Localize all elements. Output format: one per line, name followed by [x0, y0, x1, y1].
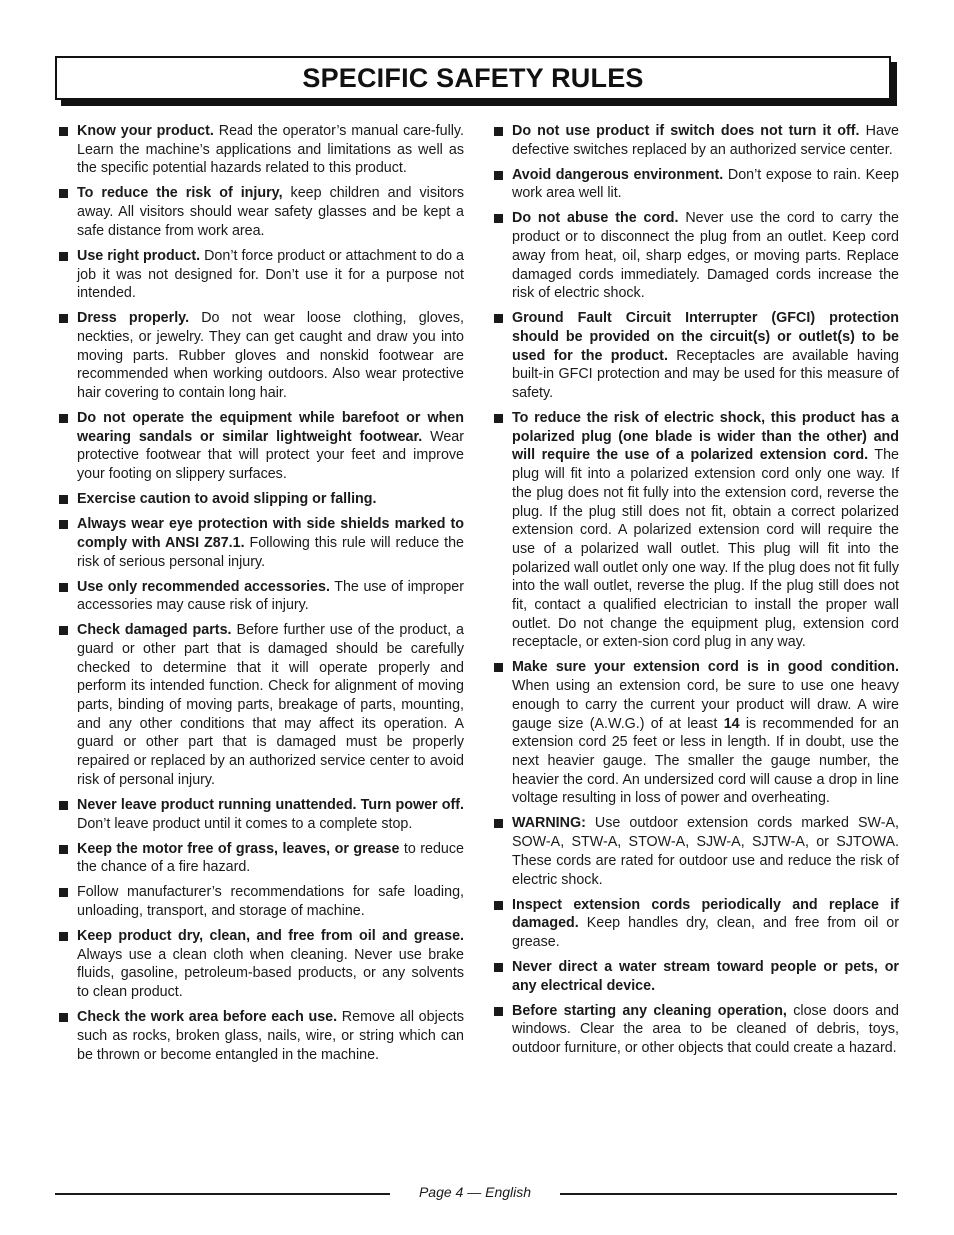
rule-text: Do not wear loose clothing, gloves, neckties, or jewelry. They can get caught and draw you into moving parts. Rubber gloves and nonskid footwear are recommended when working outdoors. Also wear protective hair covering to contain long hair.: [77, 310, 465, 402]
square-bullet-icon: [59, 888, 68, 897]
square-bullet-icon: [494, 663, 503, 672]
rule-text: Never use the cord to carry the product or to disconnect the plug from an outlet. Keep cord away from heat, oil, sharp edges, or moving parts. Replace damaged cords immediately. Damaged cords increase the risk of electric shock.: [512, 210, 899, 302]
page-number: Page 4 — English: [418, 1184, 532, 1200]
safety-rule-item: [492, 166, 899, 203]
title-box: [55, 56, 891, 100]
rule-text: When using an extension cord, be sure to use one heavy enough to carry the current your product will draw. A wire gauge size (A.W.G.) of at least: [512, 678, 899, 732]
rule-heading: Exercise caution to avoid slipping or falling.: [77, 491, 377, 508]
rule-text: Read the operator’s manual care-fully. Learn the machine’s applications and limitations as well as the specific potential hazards related to this product.: [77, 123, 464, 177]
square-bullet-icon: [59, 1013, 68, 1022]
safety-rule-item: [57, 621, 464, 789]
rule-text: is recommended for an extension cord 25 feet or less in length. If in doubt, use the next heavier gauge. The smaller the gauge number, the heavier the cord. An undersized cord will cause a drop in line voltage resulting in loss of power and overheating.: [512, 715, 899, 807]
rule-text: keep children and visitors away. All visitors should wear safety glasses and be kept a safe distance from work area.: [77, 185, 464, 239]
safety-rule-item: [57, 309, 464, 403]
safety-rule-item: [57, 1008, 464, 1064]
rule-text: The use of improper accessories may cause risk of injury.: [77, 578, 464, 614]
rule-heading: Inspect extension cords periodically and replace if damaged.: [512, 896, 899, 932]
safety-rule-item: [57, 883, 464, 920]
square-bullet-icon: [494, 314, 503, 323]
rule-text: The plug will fit into a polarized extension cord only one way. If the plug does not fit fully into the extension cord, reverse the plug. If the plug still does not fit, obtain a correct polarized extension cord. A polarized extension cord will require the use of a polarized wall outlet. This plug will fit into the polarized wall outlet only one way. If the plug does not fit fully into the wall outlet, reverse the plug. If the plug still does not fit, contact a qualified electrician to install the proper wall outlet. Do not change the equipment plug, extension cord receptacle, or exten-sion cord plug in any way.: [512, 447, 899, 651]
rule-heading: Avoid dangerous environment.: [512, 166, 724, 183]
rule-text: Follow manufacturer’s recommendations for safe loading, unloading, transport, and storage of machine.: [77, 884, 464, 919]
rule-text: Following this rule will reduce the risk of serious personal injury.: [77, 534, 464, 570]
rule-heading: Keep the motor free of grass, leaves, or grease: [77, 840, 400, 857]
rule-text: to reduce the chance of a fire hazard.: [77, 840, 464, 876]
rule-heading: WARNING:: [512, 815, 586, 832]
safety-rule-item: [492, 409, 899, 652]
safety-rule-item: [492, 896, 899, 952]
square-bullet-icon: [59, 252, 68, 261]
safety-rule-item: [57, 490, 464, 509]
square-bullet-icon: [59, 495, 68, 504]
square-bullet-icon: [59, 127, 68, 136]
safety-rule-item: [492, 658, 899, 808]
footer-rule-right: [560, 1193, 897, 1195]
rule-heading: Know your product.: [77, 123, 214, 139]
safety-rule-item: [492, 814, 899, 889]
rule-heading: Always wear eye protection with side shields marked to comply with ANSI Z87.1.: [77, 516, 464, 551]
rule-text: Receptacles are available having built-in GFCI protection and may be used for this measure of safety.: [512, 347, 899, 402]
rule-heading: Keep product dry, clean, and free from oil and grease.: [77, 927, 464, 944]
safety-rule-item: [57, 927, 464, 1002]
safety-rule-item: [492, 309, 899, 403]
safety-rule-item: [492, 958, 899, 995]
square-bullet-icon: [59, 845, 68, 854]
rule-heading: Make sure your extension cord is in good condition.: [512, 659, 899, 676]
page-footer: [0, 1183, 954, 1203]
square-bullet-icon: [59, 189, 68, 198]
safety-rule-item: [492, 209, 899, 303]
square-bullet-icon: [494, 171, 503, 180]
square-bullet-icon: [59, 414, 68, 423]
title-banner: [55, 56, 897, 106]
rule-heading: Before starting any cleaning operation,: [512, 1002, 787, 1019]
rule-text: close doors and windows. Clear the area to be cleaned of debris, toys, outdoor furniture, or other objects that could create a hazard.: [512, 1002, 899, 1057]
rule-text: Always use a clean cloth when cleaning. Never use brake fluids, gasoline, petroleum-based products, or any solvents to clean product.: [77, 946, 464, 1001]
square-bullet-icon: [494, 819, 503, 828]
rule-heading: Use right product.: [77, 247, 201, 264]
safety-rule-item: [492, 1002, 899, 1058]
footer-rule-left: [55, 1193, 390, 1195]
rule-text: Keep handles dry, clean, and free from oil or grease.: [512, 915, 899, 950]
rule-text: Before further use of the product, a guard or other part that is damaged should be carefully checked to determine that it will operate properly and perform its intended function. Check for alignment of moving parts, binding of moving parts, breakage of parts, mounting, and any other conditions that may affect its operation. A guard or other part that is damaged must be properly repaired or replaced by an authorized service center to avoid risk of personal injury.: [77, 622, 464, 788]
rule-text: Don’t leave product until it comes to a complete stop.: [77, 815, 413, 832]
safety-rule-item: [57, 247, 464, 303]
square-bullet-icon: [59, 801, 68, 810]
square-bullet-icon: [494, 963, 503, 972]
safety-rule-item: [57, 840, 464, 877]
safety-rule-item: [57, 796, 464, 833]
square-bullet-icon: [494, 1007, 503, 1016]
square-bullet-icon: [59, 583, 68, 592]
rule-heading: Check the work area before each use.: [77, 1009, 338, 1026]
safety-rule-item: [492, 122, 899, 159]
safety-rule-item: [57, 409, 464, 484]
safety-rule-item: [57, 122, 464, 178]
page-title: SPECIFIC SAFETY RULES: [302, 62, 644, 93]
square-bullet-icon: [59, 626, 68, 635]
rule-heading: Do not use product if switch does not turn it off.: [512, 123, 860, 139]
rule-heading: Check damaged parts.: [77, 622, 232, 639]
square-bullet-icon: [59, 314, 68, 323]
rule-text: Wear protective footwear that will protect your feet and improve your footing on slippery surfaces.: [77, 428, 464, 483]
square-bullet-icon: [59, 520, 68, 529]
left-column: [57, 122, 464, 1071]
rule-heading: Use only recommended accessories.: [77, 578, 330, 595]
rule-heading: Do not abuse the cord.: [512, 210, 679, 227]
rule-text: Have defective switches replaced by an authorized service center.: [512, 123, 899, 158]
rule-heading: Ground Fault Circuit Interrupter (GFCI) protection should be provided on the circuit(s) or outlet(s) to be used for the product.: [512, 310, 899, 364]
square-bullet-icon: [494, 901, 503, 910]
square-bullet-icon: [494, 414, 503, 423]
rule-heading: Never direct a water stream toward people or pets, or any electrical device.: [512, 958, 899, 994]
square-bullet-icon: [494, 127, 503, 136]
rule-heading: To reduce the risk of injury,: [77, 185, 283, 202]
rule-text: Remove all objects such as rocks, broken glass, nails, wire, or string which can be thrown or become entangled in the machine.: [77, 1009, 464, 1063]
right-column: [492, 122, 899, 1064]
rule-heading: Dress properly.: [77, 310, 190, 327]
safety-rule-item: [57, 515, 464, 571]
rule-heading: Never leave product running unattended. Turn power off.: [77, 796, 464, 813]
rule-heading: To reduce the risk of electric shock, this product has a polarized plug (one blade is wider than the other) and will require the use of a polarized extension cord.: [512, 410, 899, 464]
square-bullet-icon: [494, 214, 503, 223]
rule-text: Don’t expose to rain. Keep work area well lit.: [512, 166, 899, 202]
rule-text: Don’t force product or attachment to do a job it was not designed for. Don’t use it for a purpose not intended.: [77, 247, 464, 302]
rule-heading: 14: [723, 715, 740, 732]
safety-rule-item: [57, 578, 464, 615]
safety-rule-item: [57, 184, 464, 240]
rule-heading: Do not operate the equipment while barefoot or when wearing sandals or similar lightweight footwear.: [77, 410, 464, 445]
square-bullet-icon: [59, 932, 68, 941]
rule-text: Use outdoor extension cords marked SW-A, SOW-A, STW-A, STOW-A, SJW-A, SJTW-A, or SJTOWA. These cords are rated for outdoor use and reduce the risk of electric shock.: [512, 815, 899, 888]
